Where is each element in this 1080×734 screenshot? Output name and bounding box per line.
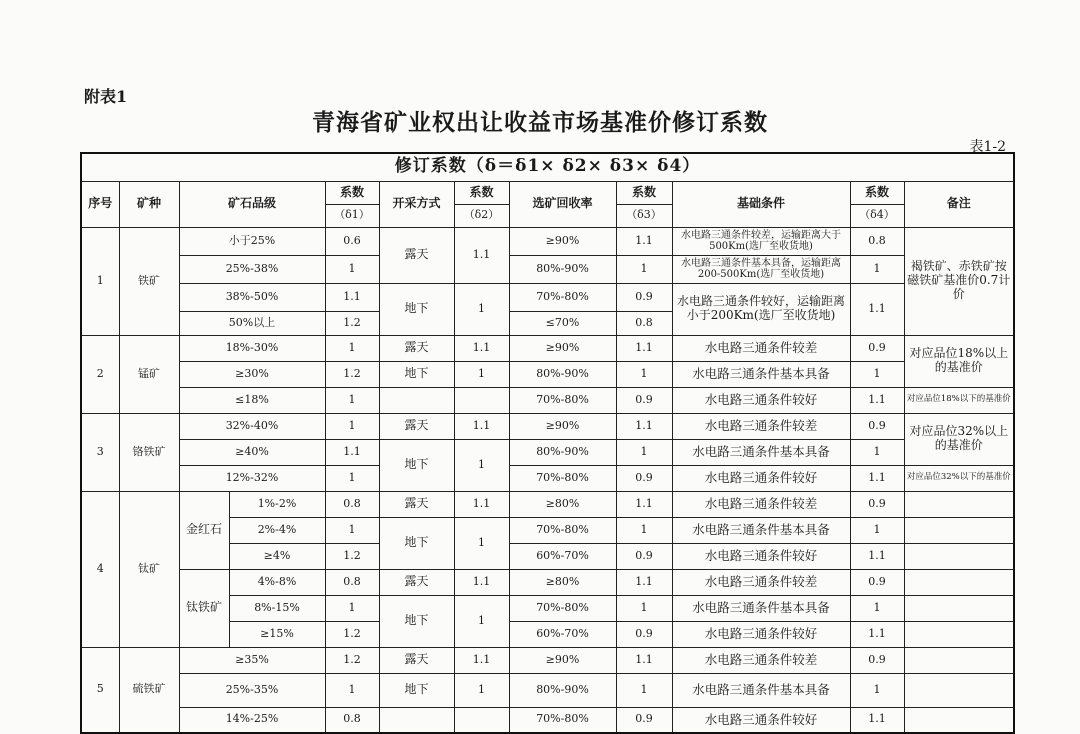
d4-cell: 0.9	[850, 491, 904, 517]
seq-cell: 5	[81, 647, 119, 733]
d1-cell: 1	[325, 413, 379, 439]
d1-cell: 1.2	[325, 311, 379, 335]
recovery-cell: 70%-80%	[509, 595, 616, 621]
d3-cell: 0.9	[616, 621, 672, 647]
d3-cell: 1	[616, 517, 672, 543]
recovery-cell: ≥80%	[509, 569, 616, 595]
d3-cell: 1.1	[616, 569, 672, 595]
document-title: 青海省矿业权出让收益市场基准价修订系数	[312, 109, 768, 136]
d4-cell: 1.1	[850, 283, 904, 335]
mineral-cell: 铬铁矿	[119, 413, 179, 491]
grade-cell: 1%-2%	[229, 491, 325, 517]
d4-cell: 0.9	[850, 335, 904, 361]
d4-cell: 1	[850, 595, 904, 621]
table-row	[81, 707, 1014, 733]
basic-cell: 水电路三通条件基本具备	[672, 517, 850, 543]
recovery-cell: ≥90%	[509, 227, 616, 255]
remark-cell: 褐铁矿、赤铁矿按磁铁矿基准价0.7计价	[904, 227, 1014, 335]
d1-cell: 0.8	[325, 491, 379, 517]
d2-cell: 1.1	[454, 491, 509, 517]
d2-cell	[454, 707, 509, 733]
table-row	[81, 465, 1014, 491]
header-mineral: 矿种	[119, 181, 179, 227]
d3-cell: 0.8	[616, 311, 672, 335]
basic-cell: 水电路三通条件基本具备	[672, 595, 850, 621]
mining-cell: 露天	[379, 491, 454, 517]
d1-cell: 1	[325, 465, 379, 491]
d2-cell: 1	[454, 283, 509, 335]
d2-cell: 1	[454, 517, 509, 569]
grade-cell: ≤18%	[179, 387, 325, 413]
appendix-label: 附表1	[84, 87, 128, 106]
basic-cell: 水电路三通条件较差	[672, 491, 850, 517]
d4-cell: 1.1	[850, 543, 904, 569]
d4-cell: 1	[850, 255, 904, 283]
header-d1: （δ1）	[325, 204, 379, 227]
d1-cell: 1.1	[325, 283, 379, 311]
recovery-cell: 80%-90%	[509, 439, 616, 465]
mining-cell: 露天	[379, 227, 454, 283]
recovery-cell: 80%-90%	[509, 673, 616, 707]
header-recovery: 选矿回收率	[509, 181, 616, 227]
header-coef-4: 系数	[850, 181, 904, 204]
mineral-cell: 钛矿	[119, 491, 179, 647]
d4-cell: 1.1	[850, 707, 904, 733]
table-row	[81, 673, 1014, 707]
d2-cell: 1.1	[454, 335, 509, 361]
formula-banner: 修订系数（δ＝δ1× δ2× δ3× δ4）	[81, 153, 1014, 181]
d3-cell: 1	[616, 595, 672, 621]
d4-cell: 0.9	[850, 647, 904, 673]
d4-cell: 1.1	[850, 621, 904, 647]
grade-cell: ≥30%	[179, 361, 325, 387]
grade-cell: ≥35%	[179, 647, 325, 673]
d2-cell: 1.1	[454, 227, 509, 283]
mining-cell: 地下	[379, 517, 454, 569]
grade-cell: 12%-32%	[179, 465, 325, 491]
d3-cell: 0.9	[616, 283, 672, 311]
recovery-cell: 60%-70%	[509, 543, 616, 569]
basic-cell: 水电路三通条件基本具备	[672, 439, 850, 465]
mining-cell: 地下	[379, 361, 454, 387]
recovery-cell: 70%-80%	[509, 465, 616, 491]
remark-cell	[904, 543, 1014, 569]
header-d2: （δ2）	[454, 204, 509, 227]
recovery-cell: 80%-90%	[509, 255, 616, 283]
d4-cell: 0.9	[850, 569, 904, 595]
table-row	[81, 569, 1014, 595]
remark-cell: 对应品位32%以上的基准价	[904, 413, 1014, 465]
grade-cell: 14%-25%	[179, 707, 325, 733]
remark-cell	[904, 569, 1014, 595]
recovery-cell: ≥80%	[509, 491, 616, 517]
recovery-cell: ≥90%	[509, 647, 616, 673]
d2-cell	[454, 387, 509, 413]
grade-cell: 4%-8%	[229, 569, 325, 595]
mining-cell: 地下	[379, 439, 454, 491]
table-row	[81, 491, 1014, 517]
header-mining: 开采方式	[379, 181, 454, 227]
d1-cell: 1.2	[325, 647, 379, 673]
table-row	[81, 227, 1014, 255]
d3-cell: 1	[616, 361, 672, 387]
remark-cell	[904, 647, 1014, 673]
d4-cell: 1	[850, 361, 904, 387]
recovery-cell: ≤70%	[509, 311, 616, 335]
seq-cell: 4	[81, 491, 119, 647]
seq-cell: 1	[81, 227, 119, 335]
basic-cell: 水电路三通条件较好	[672, 707, 850, 733]
d1-cell: 1.1	[325, 439, 379, 465]
table-row	[81, 413, 1014, 439]
mining-cell: 地下	[379, 673, 454, 707]
basic-cell: 水电路三通条件较好	[672, 543, 850, 569]
header-grade: 矿石品级	[179, 181, 325, 227]
recovery-cell: ≥90%	[509, 413, 616, 439]
recovery-cell: 70%-80%	[509, 387, 616, 413]
d4-cell: 1	[850, 673, 904, 707]
mineral-cell: 锰矿	[119, 335, 179, 413]
recovery-cell: 70%-80%	[509, 707, 616, 733]
recovery-cell: 70%-80%	[509, 283, 616, 311]
basic-cell: 水电路三通条件较差	[672, 413, 850, 439]
header-d3: （δ3）	[616, 204, 672, 227]
d1-cell: 1.2	[325, 543, 379, 569]
d1-cell: 1	[325, 595, 379, 621]
d3-cell: 0.9	[616, 707, 672, 733]
grade-cell: ≥4%	[229, 543, 325, 569]
d4-cell: 1.1	[850, 465, 904, 491]
grade-cell: 2%-4%	[229, 517, 325, 543]
recovery-cell: 70%-80%	[509, 517, 616, 543]
d4-cell: 0.9	[850, 413, 904, 439]
basic-cell: 水电路三通条件较好	[672, 465, 850, 491]
basic-cell: 水电路三通条件较差	[672, 569, 850, 595]
subtype-cell: 金红石	[179, 491, 229, 569]
basic-cell: 水电路三通条件基本具备	[672, 673, 850, 707]
grade-cell: 18%-30%	[179, 335, 325, 361]
seq-cell: 3	[81, 413, 119, 491]
table-row	[81, 255, 1014, 283]
d1-cell: 1	[325, 673, 379, 707]
recovery-cell: ≥90%	[509, 335, 616, 361]
remark-cell	[904, 491, 1014, 517]
remark-cell	[904, 621, 1014, 647]
mining-cell: 露天	[379, 647, 454, 673]
recovery-cell: 80%-90%	[509, 361, 616, 387]
banner-row	[81, 153, 1014, 181]
d3-cell: 1	[616, 439, 672, 465]
remark-cell	[904, 595, 1014, 621]
table-row	[81, 361, 1014, 387]
d1-cell: 1	[325, 335, 379, 361]
d1-cell: 1.2	[325, 361, 379, 387]
table-row	[81, 335, 1014, 361]
recovery-cell: 60%-70%	[509, 621, 616, 647]
d3-cell: 1.1	[616, 335, 672, 361]
d2-cell: 1	[454, 361, 509, 387]
remark-cell	[904, 673, 1014, 707]
d2-cell: 1	[454, 673, 509, 707]
header-coef-1: 系数	[325, 181, 379, 204]
d3-cell: 0.9	[616, 465, 672, 491]
basic-cell: 水电路三通条件较差	[672, 647, 850, 673]
header-coef-3: 系数	[616, 181, 672, 204]
d2-cell: 1	[454, 595, 509, 647]
table-row	[81, 387, 1014, 413]
remark-cell: 对应品位18%以下的基准价	[904, 387, 1014, 413]
d3-cell: 1.1	[616, 413, 672, 439]
table-row	[81, 283, 1014, 311]
grade-cell: 25%-38%	[179, 255, 325, 283]
d1-cell: 1	[325, 255, 379, 283]
d3-cell: 1	[616, 673, 672, 707]
grade-cell: 8%-15%	[229, 595, 325, 621]
coefficient-table	[80, 152, 1015, 734]
d4-cell: 1	[850, 439, 904, 465]
mining-cell: 地下	[379, 595, 454, 647]
remark-cell	[904, 707, 1014, 733]
remark-cell: 对应品位32%以下的基准价	[904, 465, 1014, 491]
header-coef-2: 系数	[454, 181, 509, 204]
d2-cell: 1.1	[454, 569, 509, 595]
d2-cell: 1.1	[454, 413, 509, 439]
basic-cell: 水电路三通条件较差	[672, 335, 850, 361]
mining-cell: 露天	[379, 335, 454, 361]
d3-cell: 0.9	[616, 387, 672, 413]
header-remark: 备注	[904, 181, 1014, 227]
remark-cell	[904, 517, 1014, 543]
grade-cell: 38%-50%	[179, 283, 325, 311]
basic-cell: 水电路三通条件较差，运输距离大于500Km(选厂至收货地)	[672, 227, 850, 255]
grade-cell: 32%-40%	[179, 413, 325, 439]
d1-cell: 1.2	[325, 621, 379, 647]
grade-cell: 50%以上	[179, 311, 325, 335]
header-row-1	[81, 181, 1014, 204]
seq-cell: 2	[81, 335, 119, 413]
d2-cell: 1.1	[454, 647, 509, 673]
grade-cell: ≥15%	[229, 621, 325, 647]
table-number: 表1-2	[969, 139, 1006, 155]
d4-cell: 0.8	[850, 227, 904, 255]
d2-cell: 1	[454, 439, 509, 491]
d3-cell: 1.1	[616, 647, 672, 673]
basic-cell: 水电路三通条件较好	[672, 621, 850, 647]
d1-cell: 1	[325, 387, 379, 413]
grade-cell: 25%-35%	[179, 673, 325, 707]
d1-cell: 0.8	[325, 569, 379, 595]
mining-cell	[379, 707, 454, 733]
grade-cell: ≥40%	[179, 439, 325, 465]
header-seq: 序号	[81, 181, 119, 227]
basic-cell: 水电路三通条件较好	[672, 387, 850, 413]
d1-cell: 0.8	[325, 707, 379, 733]
mineral-cell: 铁矿	[119, 227, 179, 335]
basic-cell: 水电路三通条件基本具备	[672, 361, 850, 387]
grade-cell: 小于25%	[179, 227, 325, 255]
d3-cell: 1.1	[616, 491, 672, 517]
mineral-cell: 硫铁矿	[119, 647, 179, 733]
basic-cell: 水电路三通条件基本具备，运输距离200-500Km(选厂至收货地)	[672, 255, 850, 283]
mining-cell: 露天	[379, 413, 454, 439]
d4-cell: 1	[850, 517, 904, 543]
header-basic: 基础条件	[672, 181, 850, 227]
d1-cell: 1	[325, 517, 379, 543]
d4-cell: 1.1	[850, 387, 904, 413]
mining-cell: 露天	[379, 569, 454, 595]
d3-cell: 0.9	[616, 543, 672, 569]
d3-cell: 1.1	[616, 227, 672, 255]
d1-cell: 0.6	[325, 227, 379, 255]
table-row	[81, 439, 1014, 465]
table-row	[81, 647, 1014, 673]
mining-cell	[379, 387, 454, 413]
subtype-cell: 钛铁矿	[179, 569, 229, 647]
basic-cell: 水电路三通条件较好，运输距离小于200Km(选厂至收货地)	[672, 283, 850, 335]
d3-cell: 1	[616, 255, 672, 283]
header-d4: （δ4）	[850, 204, 904, 227]
mining-cell: 地下	[379, 283, 454, 335]
remark-cell: 对应品位18%以上的基准价	[904, 335, 1014, 387]
